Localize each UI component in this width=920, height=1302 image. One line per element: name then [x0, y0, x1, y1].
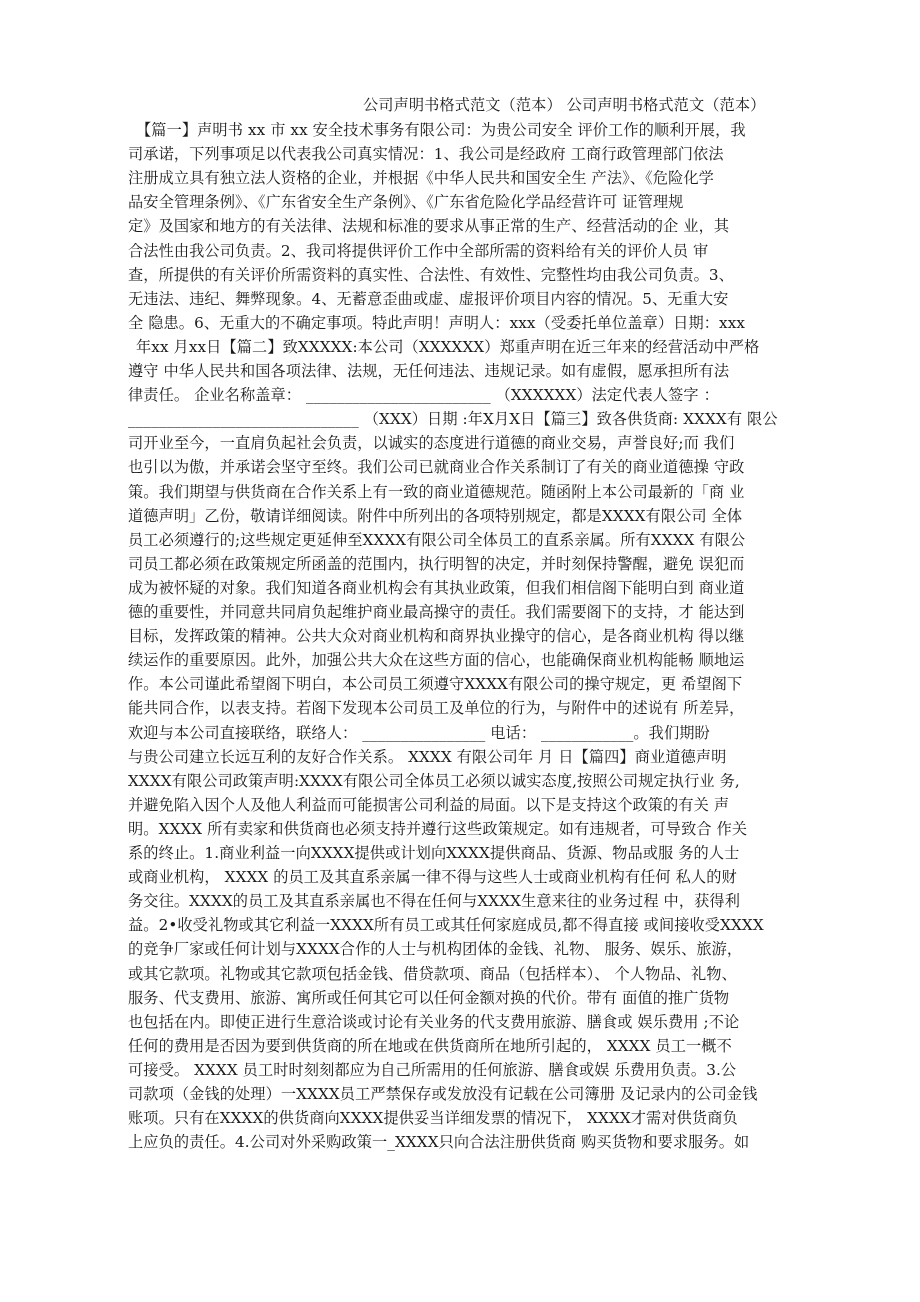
- body-text-line: 司员工都必须在政策规定所函盖的范围内，执行明智的决定，并时刻保持警醒，避免 误犯而: [128, 555, 745, 573]
- body-text-line: 注册成立具有独立法人资格的企业，并根据《中华人民共和国安全生 产法》、《危险化学: [128, 169, 714, 187]
- body-text-line: 司承诺，下列事项足以代表我公司真实情况：1、我公司是经政府 工商行政管理部门依法: [128, 145, 724, 163]
- body-text-line: ______________________________ （XXX）日期 :年X月X日【篇三】致各供货商: XXXX有 限公: [128, 410, 778, 428]
- body-text-line: 也引以为傲，并承诺会坚守至终。我们公司已就商业合作关系制订了有关的商业道德操 守政: [128, 458, 745, 476]
- body-text-line: 任何的费用是否因为要到供货商的所在地或在供货商所在地所引起的， XXXX 员工一概不: [128, 1037, 732, 1055]
- body-text-line: 服务、代支费用、旅游、寓所或任何其它可以任何金额对换的代价。带有 面值的推广货物: [128, 989, 730, 1007]
- body-text-line: 道德声明」乙份，敬请详细阅读。附件中所列出的各项特别规定，都是XXXX有限公司 全体: [128, 507, 743, 525]
- body-text-line: 明。XXXX 所有卖家和供货商也必须支持并遵行这些政策规定。如有违规者，可导致合 作关: [128, 820, 748, 838]
- body-text-line: 成为被怀疑的对象。我们知道各商业机构会有其执业政策，但我们相信阁下能明白到 商业道: [128, 579, 745, 597]
- body-text-line: 司款项（金钱的处理）一XXXX员工严禁保存或发放没有记载在公司簿册 及记录内的公司金钱: [128, 1085, 758, 1103]
- body-text-line: 遵守 中华人民共和国各项法律、法规，无任何违法、违规记录。如有虚假，愿承担所有法: [128, 362, 730, 380]
- body-text-line: 或商业机构， XXXX 的员工及其直系亲属一律不得与这些人士或商业机构有任何 私人的财: [128, 868, 737, 886]
- body-text-line: 能共同合作，以表支持。若阁下发现本公司员工及单位的行为，与附件中的述说有 所差异，: [128, 699, 745, 717]
- body-text-line: 定》及国家和地方的有关法律、法规和标准的要求从事正常的生产、经营活动的企 业，其: [128, 217, 730, 235]
- body-text-line: 目标，发挥政策的精神。公共大众对商业机构和商界执业操守的信心，是各商业机构 得以继: [128, 627, 745, 645]
- body-text-line: 系的终止。1.商业利益一向XXXX提供或计划向XXXX提供商品、货源、物品或服 务的人士: [128, 844, 740, 862]
- body-text-line: 续运作的重要原因。此外，加强公共大众在这些方面的信心，也能确保商业机构能畅 顺地运: [128, 651, 745, 669]
- body-text-line: 的竞争厂家或任何计划与XXXX合作的人士与机构团体的金钱、礼物、 服务、娱乐、旅游，: [128, 940, 743, 958]
- body-text-line: 益。2•收受礼物或其它利益一XXXX所有员工或其任何家庭成员,都不得直接 或间接收受XXXX: [128, 916, 764, 934]
- body-text-line: 合法性由我公司负责。2、我司将提供评价工作中全部所需的资料给有关的评价人员 审: [128, 242, 709, 260]
- body-text-line: 【篇一】声明书 xx 市 xx 安全技术事务有限公司：为贵公司安全 评价工作的顺利开展，我: [136, 121, 746, 139]
- body-text-line: 或其它款项。礼物或其它款项包括金钱、借贷款项、商品（包括样本）、 个人物品、礼物、: [128, 965, 737, 983]
- body-text-line: 也包括在内。即使正进行生意洽谈或讨论有关业务的代支费用旅游、膳食或 娱乐费用 ;不论: [128, 1013, 740, 1031]
- body-text-line: 全 隐患。6、无重大的不确定事项。特此声明！声明人：xxx（受委托单位盖章）日期：xxx: [128, 314, 746, 332]
- body-text-line: 作。本公司谨此希望阁下明白，本公司员工须遵守XXXX有限公司的操守规定，更 希望阁下: [128, 675, 743, 693]
- body-text-line: 年xx 月xx日【篇二】致XXXXX:本公司（XXXXXX）郑重声明在近三年来的经营活动中严格: [136, 338, 760, 356]
- body-text-line: 务交往。XXXX的员工及其直系亲属也不得在任何与XXXX生意来往的业务过程 中，获得利: [128, 892, 740, 910]
- body-text-line: 司开业至今，一直肩负起社会负责，以诚实的态度进行道德的商业交易，声誉良好;而 我们: [128, 434, 735, 452]
- body-text-line: XXXX有限公司政策声明:XXXX有限公司全体员工必须以诚实态度,按照公司规定执行业 务,: [128, 772, 740, 790]
- document-title: 公司声明书格式范文（范本） 公司声明书格式范文（范本）: [363, 96, 766, 114]
- body-text-line: 查，所提供的有关评价所需资料的真实性、合法性、有效性、完整性均由我公司负责。3、: [128, 266, 734, 284]
- body-text-line: 无违法、违纪、舞弊现象。4、无蓄意歪曲或虚、虚报评价项目内容的情况。5、无重大安: [128, 290, 729, 308]
- body-text-line: 策。我们期望与供货商在合作关系上有一致的商业道德规范。随函附上本公司最新的「商 业: [128, 483, 745, 501]
- body-text-line: 可接受。 XXXX 员工时时刻刻都应为自己所需用的任何旅游、膳食或娱 乐费用负责。3.公: [128, 1061, 737, 1079]
- body-text-line: 欢迎与本公司直接联络，联络人： ________________ 电话： ____________。我们期盼: [128, 724, 710, 742]
- body-text-line: 德的重要性，并同意共同肩负起维护商业最高操守的责任。我们需要阁下的支持，才 能达到: [128, 603, 745, 621]
- body-text-line: 上应负的责任。4.公司对外采购政策一_XXXX只向合法注册供货商 购买货物和要求服务。如: [128, 1133, 750, 1151]
- body-text-line: 律责任。 企业名称盖章： ________________________ （XXXXXX）法定代表人签字 ：: [128, 386, 719, 404]
- body-text-line: 品安全管理条例》、《广东省安全生产条例》、《广东省危险化学品经营许可 证管理规: [128, 193, 684, 211]
- body-text-line: 与贵公司建立长远互利的友好合作关系。 XXXX 有限公司年 月 日【篇四】商业道德声明: [128, 748, 727, 766]
- body-text-line: 员工必须遵行的;这些规定更延伸至XXXX有限公司全体员工的直系亲属。所有XXXX 有限公: [128, 531, 746, 549]
- body-text-line: 并避免陷入因个人及他人利益而可能损害公司利益的局面。以下是支持这个政策的有关 声: [128, 796, 730, 814]
- body-text-line: 账项。只有在XXXX的供货商向XXXX提供妥当详细发票的情况下， XXXX才需对供货商负: [128, 1109, 738, 1127]
